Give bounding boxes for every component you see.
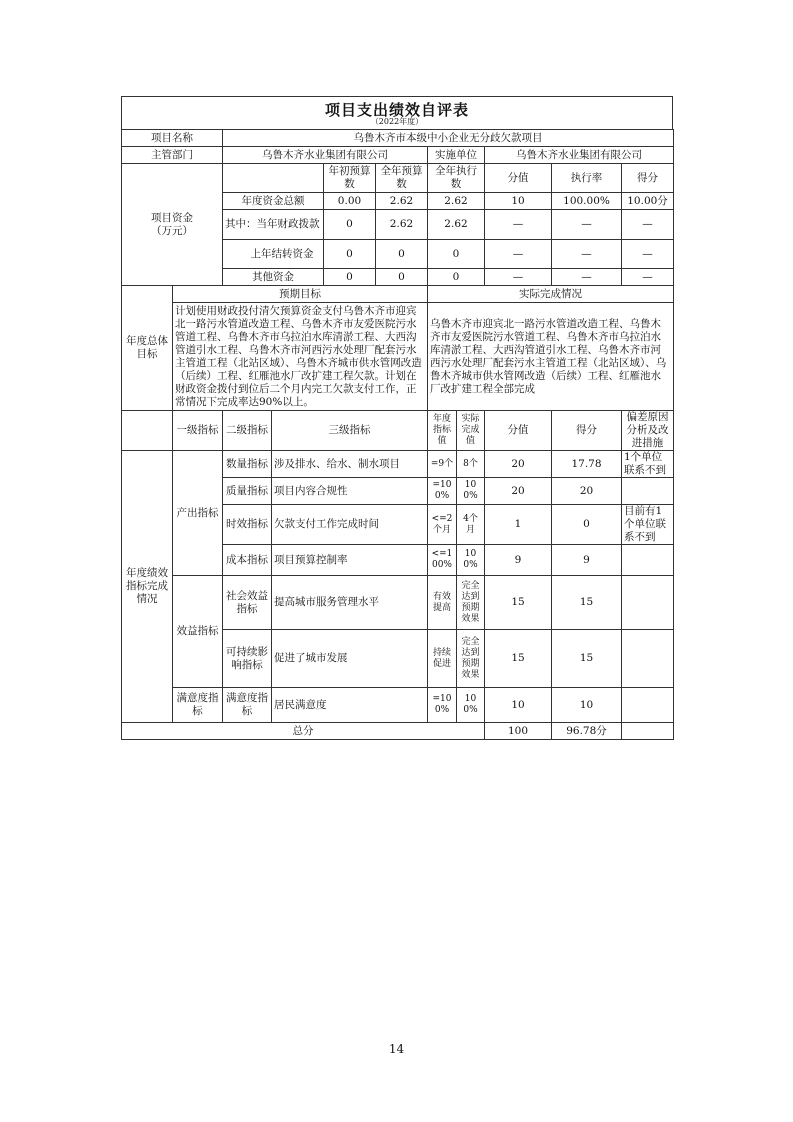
project-name-label: 项目名称 [122, 130, 223, 147]
total-label: 总分 [122, 723, 485, 740]
funds-cell: 2.62 [428, 193, 485, 210]
actual-goal-text: 乌鲁木齐市迎宾北一路污水管道改造工程、乌鲁木齐市友爱医院污水管道工程、乌鲁木齐市乌拉泊水库清淤工程、大西沟管道引水工程、乌鲁木齐市河西污水处理厂配套污水主管道工程（北站区域）、乌鲁木齐城市供水管网改造（后续）工程、红雁池水厂改扩建工程全部完成 [428, 303, 674, 411]
deviation-note: 1个单位联系不到 [622, 451, 674, 478]
deviation-note [622, 688, 674, 723]
level2-indicator: 满意度指标 [223, 688, 272, 723]
indicator-header: 分值 [485, 411, 552, 451]
score: 0 [552, 505, 622, 545]
actual-goal-header: 实际完成情况 [428, 286, 674, 303]
target-value: =100% [428, 688, 457, 723]
funds-header-blank [223, 164, 324, 193]
expected-goal-text: 计划使用财政投付清欠预算资金支付乌鲁木齐市迎宾北一路污水管道改造工程、乌鲁木齐市友爱医院污水管道工程、乌鲁木齐市乌拉泊水库清淤工程、大西沟管道引水工程、乌鲁木齐市河西污水处理厂配套污水主管道工程（北站区域）、乌鲁木齐城市供水管网改造（后续）工程、红雁池水厂改扩建工程欠款。计划在财政资金拨付到位后二个月内完工欠款支付工作，正常情况下完成率达90%以上。 [173, 303, 428, 411]
total-score: 96.78分 [552, 723, 622, 740]
target-value: <=2个月 [428, 505, 457, 545]
indicator-header: 一级指标 [173, 411, 223, 451]
funds-cell: 2.62 [428, 210, 485, 240]
funds-cell: 0 [324, 240, 376, 269]
level2-indicator: 数量指标 [223, 451, 272, 478]
deviation-note [622, 478, 674, 505]
indicator-header: 二级指标 [223, 411, 272, 451]
funds-cell: 0 [428, 269, 485, 286]
actual-value: 100% [457, 545, 485, 576]
funds-header: 全年预算数 [376, 164, 428, 193]
target-value: =100% [428, 478, 457, 505]
funds-header: 年初预算数 [324, 164, 376, 193]
funds-row-label: 上年结转资金 [223, 240, 324, 269]
level3-indicator: 欠款支付工作完成时间 [272, 505, 428, 545]
project-name: 乌鲁木齐市本级中小企业无分歧欠款项目 [223, 130, 674, 147]
funds-cell: — [622, 210, 674, 240]
funds-cell: — [622, 269, 674, 286]
evaluation-table [121, 129, 674, 740]
doc-year: （2022年度） [370, 117, 424, 126]
level3-indicator: 涉及排水、给水、制水项目 [272, 451, 428, 478]
funds-cell: 0 [376, 269, 428, 286]
funds-header: 全年执行数 [428, 164, 485, 193]
target-value: 持续促进 [428, 630, 457, 688]
score: 10 [552, 688, 622, 723]
funds-row-label: 其中：当年财政拨款 [223, 210, 324, 240]
funds-label: 项目资金 （万元） [122, 164, 223, 286]
score: 20 [552, 478, 622, 505]
funds-row-label: 年度资金总额 [223, 193, 324, 210]
title-block [121, 96, 673, 129]
level3-indicator: 提高城市服务管理水平 [272, 576, 428, 630]
funds-row-label: 其他资金 [223, 269, 324, 286]
funds-cell: 10 [485, 193, 552, 210]
level3-indicator: 居民满意度 [272, 688, 428, 723]
level1-indicator: 效益指标 [173, 576, 223, 688]
funds-cell: — [552, 240, 622, 269]
indicator-header: 实际完成值 [457, 411, 485, 451]
funds-header: 执行率 [552, 164, 622, 193]
score-value: 20 [485, 451, 552, 478]
dept-label: 主管部门 [122, 147, 223, 164]
actual-value: 完全达到预期效果 [457, 576, 485, 630]
funds-cell: — [552, 210, 622, 240]
deviation-note: 目前有1个单位联系不到 [622, 505, 674, 545]
funds-cell: — [485, 269, 552, 286]
level3-indicator: 促进了城市发展 [272, 630, 428, 688]
funds-cell: 0 [428, 240, 485, 269]
funds-header: 分值 [485, 164, 552, 193]
indicator-header: 偏差原因分析及改进措施 [622, 411, 674, 451]
target-value: <=100% [428, 545, 457, 576]
level1-indicator: 产出指标 [173, 451, 223, 576]
level3-indicator: 项目预算控制率 [272, 545, 428, 576]
indicators-section-label: 年度绩效指标完成情况 [122, 451, 173, 723]
funds-cell: — [552, 269, 622, 286]
funds-cell: 0.00 [324, 193, 376, 210]
score-value: 9 [485, 545, 552, 576]
funds-cell: 0 [324, 269, 376, 286]
funds-header: 得分 [622, 164, 674, 193]
score-value: 10 [485, 688, 552, 723]
page-number: 14 [388, 1042, 405, 1056]
level2-indicator: 可持续影响指标 [223, 630, 272, 688]
score: 17.78 [552, 451, 622, 478]
actual-value: 100% [457, 478, 485, 505]
indicators-corner [122, 411, 173, 451]
funds-cell: 2.62 [376, 193, 428, 210]
actual-value: 完全达到预期效果 [457, 630, 485, 688]
funds-cell: 2.62 [376, 210, 428, 240]
funds-cell: — [485, 240, 552, 269]
score-value: 15 [485, 576, 552, 630]
score-value: 1 [485, 505, 552, 545]
target-value: =9个 [428, 451, 457, 478]
funds-cell: 0 [376, 240, 428, 269]
expected-goal-header: 预期目标 [173, 286, 428, 303]
target-value: 有效提高 [428, 576, 457, 630]
level2-indicator: 成本指标 [223, 545, 272, 576]
score: 9 [552, 545, 622, 576]
indicator-header: 年度指标值 [428, 411, 457, 451]
score-value: 20 [485, 478, 552, 505]
dept-name: 乌鲁木齐水业集团有限公司 [223, 147, 428, 164]
funds-cell: — [485, 210, 552, 240]
funds-cell: 100.00% [552, 193, 622, 210]
indicator-header: 三级指标 [272, 411, 428, 451]
deviation-note [622, 545, 674, 576]
deviation-note [622, 630, 674, 688]
level2-indicator: 社会效益指标 [223, 576, 272, 630]
funds-cell: 0 [324, 210, 376, 240]
score-value: 15 [485, 630, 552, 688]
actual-value: 8个 [457, 451, 485, 478]
score: 15 [552, 576, 622, 630]
indicator-header: 得分 [552, 411, 622, 451]
level3-indicator: 项目内容合规性 [272, 478, 428, 505]
actual-value: 100% [457, 688, 485, 723]
unit-name: 乌鲁木齐水业集团有限公司 [485, 147, 674, 164]
total-note [622, 723, 674, 740]
doc-title: 项目支出绩效自评表 [324, 101, 469, 119]
level2-indicator: 时效指标 [223, 505, 272, 545]
goals-label: 年度总体目标 [122, 286, 173, 411]
score: 15 [552, 630, 622, 688]
unit-label: 实施单位 [428, 147, 485, 164]
level1-indicator: 满意度指标 [173, 688, 223, 723]
deviation-note [622, 576, 674, 630]
funds-cell: — [622, 240, 674, 269]
total-value: 100 [485, 723, 552, 740]
actual-value: 4个月 [457, 505, 485, 545]
funds-cell: 10.00分 [622, 193, 674, 210]
level2-indicator: 质量指标 [223, 478, 272, 505]
evaluation-sheet [121, 96, 673, 740]
